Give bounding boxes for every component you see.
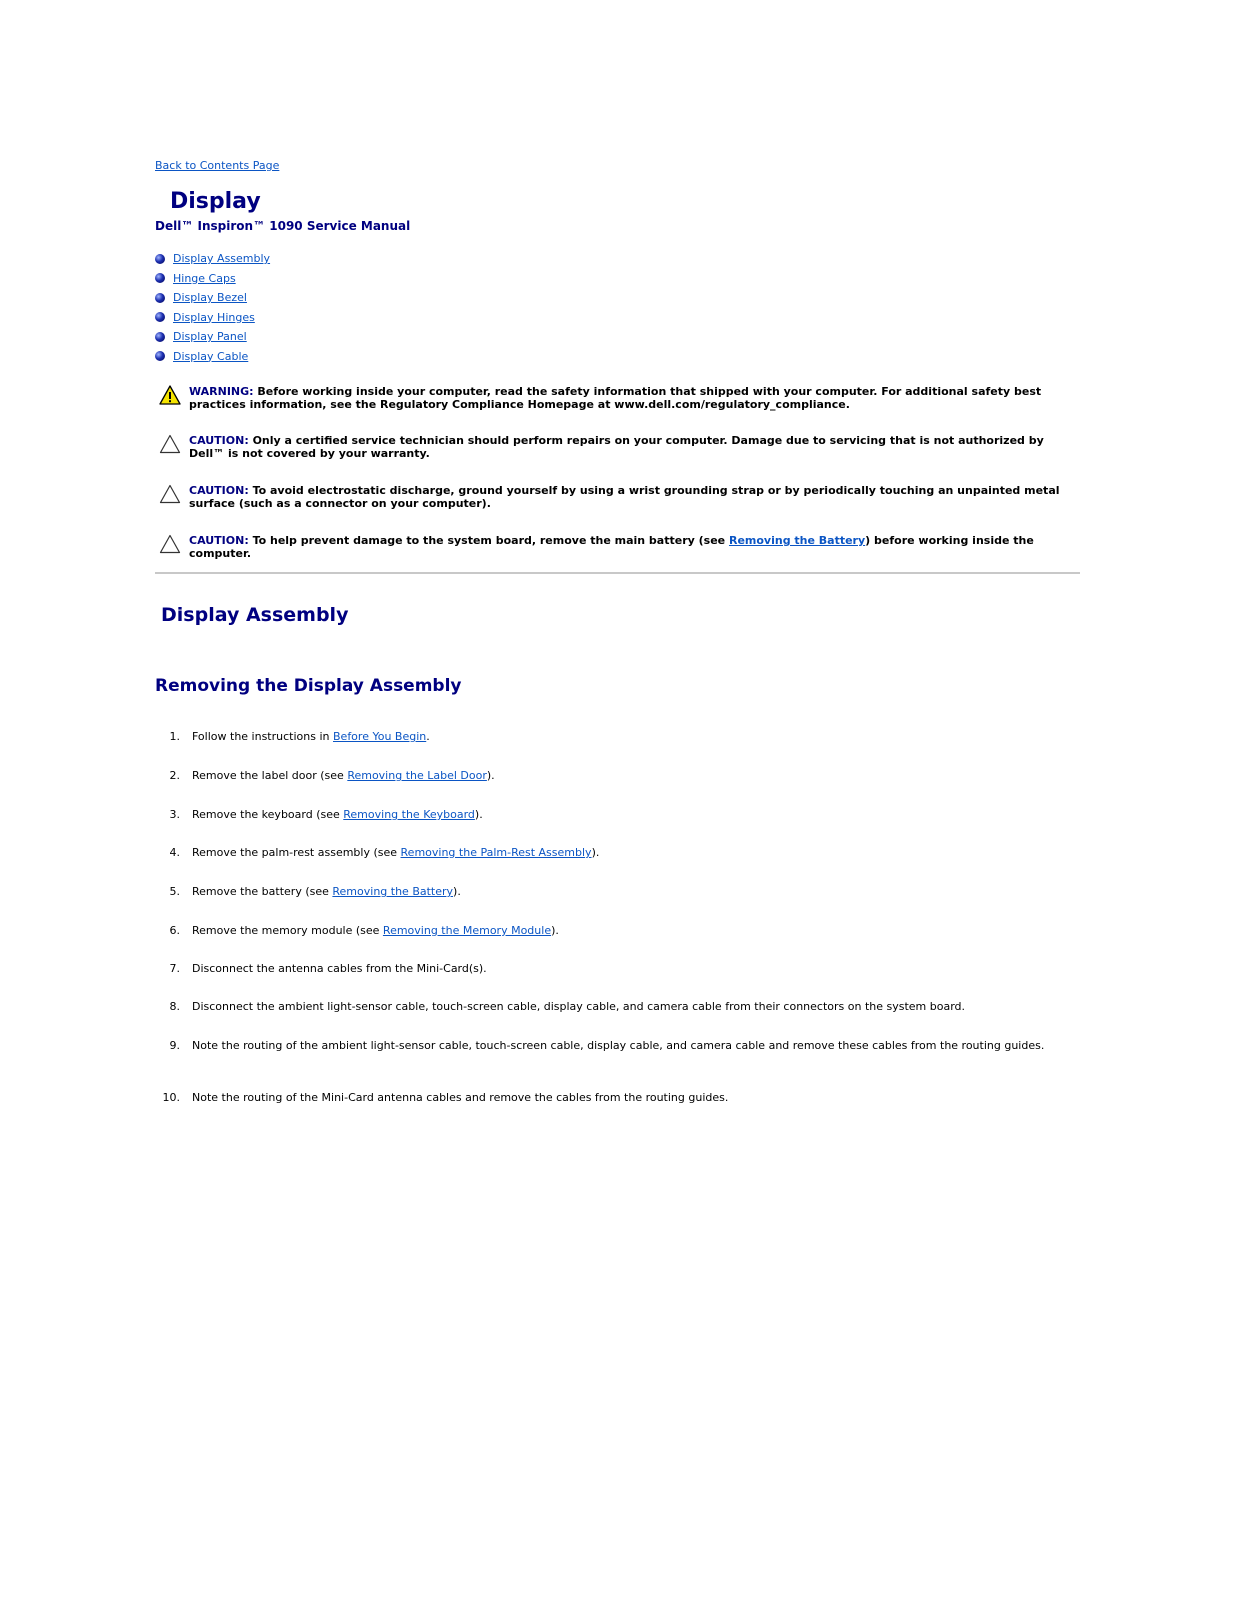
caution-text-3 (189, 534, 1075, 560)
step-number: 7. (169, 962, 180, 975)
toc-item (155, 269, 270, 289)
bullet-icon (155, 332, 165, 342)
caution-text-2 (189, 484, 1075, 510)
step-text-before: Remove the keyboard (see (192, 808, 344, 821)
step-number: 9. (169, 1039, 180, 1052)
toc-item (155, 308, 270, 328)
list-item (155, 1039, 1052, 1052)
step-number: 10. (162, 1091, 180, 1104)
step-link[interactable]: Before You Begin (333, 730, 427, 743)
warning-label: WARNING: (189, 385, 254, 398)
step-number: 4. (169, 846, 180, 859)
caution-label: CAUTION: (189, 484, 249, 497)
step-text (192, 924, 1052, 937)
step-text-after: ). (486, 769, 495, 782)
step-number: 5. (169, 885, 180, 898)
step-text: Note the routing of the Mini-Card antenna cables and remove the cables from the routing guides. (192, 1091, 729, 1104)
caution-body-1: Only a certified service technician should perform repairs on your computer. Damage due to servicing that is not authorized by Dell™ is not covered by your warranty. (189, 434, 1044, 460)
step-text: Note the routing of the ambient light-sensor cable, touch-screen cable, display cable, and camera cable and remove these cables from the routing guides. (192, 1039, 1045, 1052)
step-link[interactable]: Removing the Memory Module (382, 924, 552, 937)
caution-icon (159, 484, 181, 504)
step-text-after: . (426, 730, 430, 743)
caution-notice-2 (155, 484, 1075, 510)
caution-icon (159, 534, 181, 554)
toc-link-display-bezel[interactable]: Display Bezel (173, 291, 247, 305)
list-item (155, 962, 1052, 975)
caution-label: CAUTION: (189, 434, 249, 447)
toc-item (155, 249, 270, 269)
section-divider (155, 572, 1080, 574)
step-link[interactable]: Removing the Palm-Rest Assembly (400, 846, 592, 859)
step-link[interactable]: Removing the Keyboard (343, 808, 475, 821)
step-text (192, 808, 1052, 821)
list-item (155, 1091, 1052, 1104)
step-text-after: ). (551, 924, 559, 937)
section-heading: Display Assembly (161, 604, 349, 626)
list-item (155, 924, 1052, 937)
step-number: 8. (169, 1000, 180, 1013)
step-text (192, 769, 1052, 782)
caution-label: CAUTION: (189, 534, 249, 547)
page-title: Display (170, 189, 261, 214)
toc-item (155, 347, 270, 367)
back-to-contents-link[interactable]: Back to Contents Page (155, 159, 280, 172)
toc-link-hinge-caps[interactable]: Hinge Caps (173, 271, 236, 285)
step-text: Disconnect the ambient light-sensor cable, touch-screen cable, display cable, and camera cable from their connectors on the system board. (192, 1000, 966, 1013)
caution-body-3-end: ) before working inside the computer. (189, 534, 1034, 560)
caution-body-2: To avoid electrostatic discharge, ground yourself by using a wrist grounding strap or by periodically touching an unpainted metal surface (such as a connector on your computer). (189, 484, 1060, 510)
bullet-icon (155, 273, 165, 283)
list-item (155, 1000, 1052, 1013)
bullet-icon (155, 293, 165, 303)
step-link[interactable]: Removing the Label Door (347, 769, 487, 782)
toc-link-display-assembly[interactable]: Display Assembly (173, 252, 271, 266)
step-text (192, 885, 1052, 898)
step-number: 6. (169, 924, 180, 937)
list-item (155, 730, 1052, 743)
caution-icon (159, 434, 181, 454)
manual-subtitle: Dell™ Inspiron™ 1090 Service Manual (155, 219, 411, 233)
step-text-before: Remove the label door (see (192, 769, 348, 782)
warning-icon (159, 385, 181, 405)
toc-link-display-cable[interactable]: Display Cable (173, 349, 249, 363)
step-number: 1. (169, 730, 180, 743)
step-text-after: ). (591, 846, 600, 859)
step-text-after: ). (474, 808, 483, 821)
step-text-after: ). (453, 885, 461, 898)
warning-notice (155, 385, 1075, 411)
step-text (192, 730, 1052, 743)
caution-notice-3 (155, 534, 1075, 560)
list-item (155, 808, 1052, 821)
step-text-before: Remove the battery (see (192, 885, 333, 898)
step-text-before: Remove the memory module (see (192, 924, 383, 937)
toc-item (155, 327, 270, 347)
bullet-icon (155, 312, 165, 322)
list-item (155, 846, 1052, 859)
warning-text (189, 385, 1075, 411)
step-link[interactable]: Removing the Battery (332, 885, 454, 898)
caution-notice-1 (155, 434, 1075, 460)
step-text (192, 846, 1052, 859)
list-item (155, 885, 1052, 898)
bullet-icon (155, 351, 165, 361)
toc-item (155, 288, 270, 308)
step-text-before: Remove the palm-rest assembly (see (192, 846, 401, 859)
toc-link-display-panel[interactable]: Display Panel (173, 330, 247, 344)
step-text: Disconnect the antenna cables from the Mini-Card(s). (192, 962, 487, 975)
caution-text-1 (189, 434, 1075, 460)
step-number: 2. (169, 769, 180, 782)
bullet-icon (155, 254, 165, 264)
toc-list (155, 249, 270, 366)
removing-battery-link[interactable]: Removing the Battery (728, 534, 866, 547)
caution-body-3: To help prevent damage to the system board, remove the main battery (see (248, 534, 729, 547)
subsection-heading: Removing the Display Assembly (155, 676, 462, 696)
toc-link-display-hinges[interactable]: Display Hinges (173, 310, 255, 324)
warning-body: Before working inside your computer, read the safety information that shipped with your computer. For additional safety best practices information, see the Regulatory Compliance Homepage at www.dell.com/regulatory_compliance. (189, 385, 1042, 411)
step-number: 3. (169, 808, 180, 821)
list-item (155, 769, 1052, 782)
step-text-before: Follow the instructions in (192, 730, 333, 743)
